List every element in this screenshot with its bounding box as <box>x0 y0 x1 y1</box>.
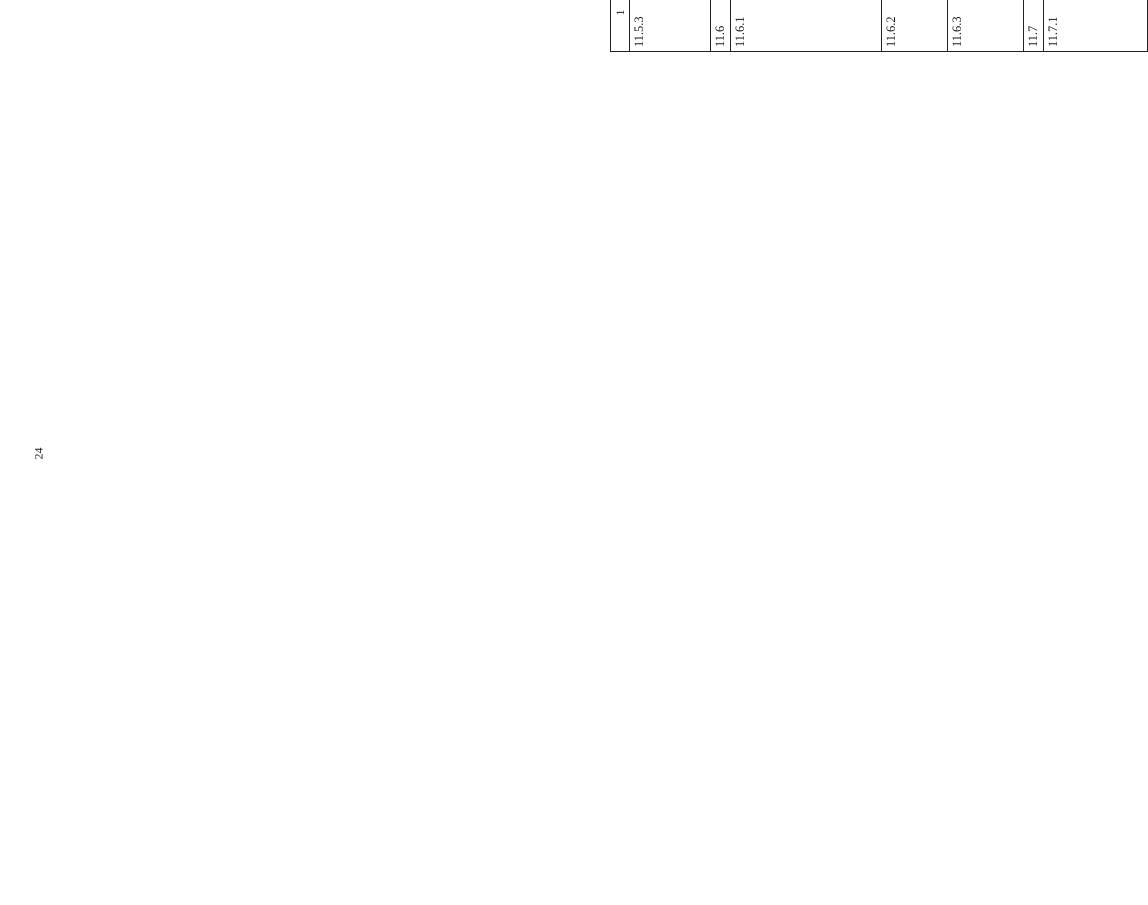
row-code: 11.5.3 <box>630 0 711 52</box>
page-number: 24 <box>31 447 46 460</box>
table-row <box>948 0 1024 52</box>
header-cell: 1 <box>611 0 630 52</box>
section-code: 11.7 <box>1024 0 1044 52</box>
table-row <box>1044 0 1148 52</box>
table-row <box>882 0 948 52</box>
section-row <box>1024 0 1044 52</box>
row-code: 11.7.1 <box>1044 0 1148 52</box>
rotated-table-sheet <box>610 0 1138 52</box>
section-row <box>711 0 731 52</box>
row-code: 11.6.2 <box>882 0 948 52</box>
table-header-row <box>611 0 630 52</box>
tariff-table <box>610 0 1148 52</box>
table-row <box>630 0 711 52</box>
row-code: 11.6.3 <box>948 0 1024 52</box>
table-row <box>731 0 882 52</box>
row-code: 11.6.1 <box>731 0 882 52</box>
section-code: 11.6 <box>711 0 731 52</box>
